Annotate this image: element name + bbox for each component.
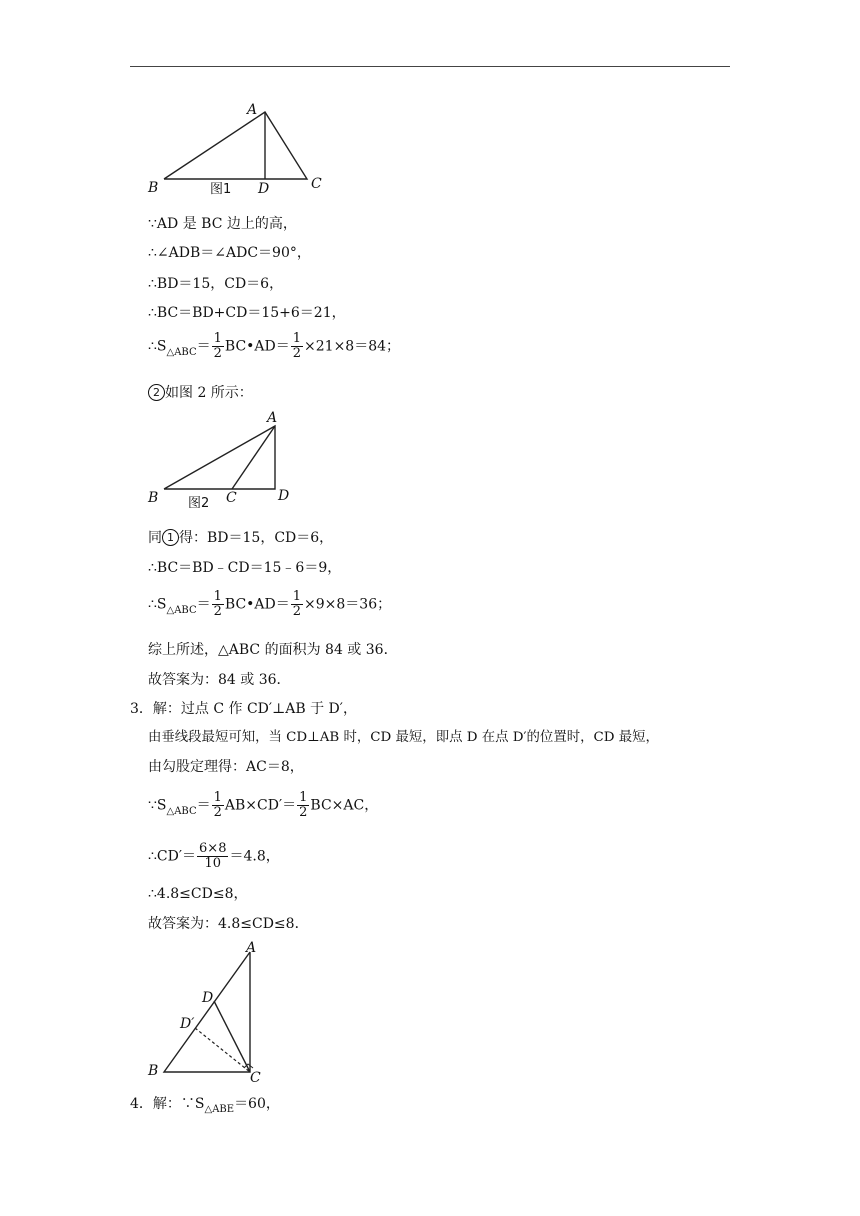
line-11: 故答案为：84 或 36． <box>148 672 291 688</box>
text: 同 <box>148 530 162 546</box>
text: ∴S <box>148 338 167 355</box>
line-14: 由勾股定理得：AC＝8， <box>148 759 304 775</box>
text: ＝ <box>196 338 211 355</box>
subscript: △ABE <box>204 1104 235 1115</box>
line-12: 3．解：过点 C 作 CD′⊥AB 于 D′， <box>130 701 357 717</box>
fraction-half: $\frac{1}{2}$ <box>292 589 302 619</box>
right-angle-mark <box>244 1064 253 1068</box>
fraction-cd: $\frac{6\times 8}{10}$ <box>199 841 227 871</box>
subscript: △ABC <box>166 805 197 817</box>
label-a: A <box>246 940 257 956</box>
text: ∴S <box>148 596 167 613</box>
segment-ac <box>232 426 275 489</box>
line-15 <box>148 791 378 820</box>
triangle-abd <box>164 426 275 489</box>
text: BC•AD＝ <box>224 596 290 613</box>
line-17: ∴4.8≤CD≤8， <box>148 886 248 902</box>
text: 4．解：∵S <box>130 1096 205 1112</box>
line-9 <box>148 590 391 619</box>
fraction-half: $\frac{1}{2}$ <box>299 790 308 820</box>
segment-cd-prime <box>195 1028 250 1072</box>
subscript: △ABC <box>166 346 197 358</box>
fraction-half: $\frac{1}{2}$ <box>213 331 222 361</box>
triangle-abc <box>164 952 250 1072</box>
line-2: ∴∠ADB＝∠ADC＝90°， <box>148 245 311 261</box>
figure-caption: 图2 <box>188 496 210 508</box>
line-10: 综上所述，△ABC 的面积为 84 或 36． <box>148 642 398 658</box>
text: ∵S <box>148 797 167 814</box>
text: 如图 2 所示： <box>165 385 253 401</box>
text: ×21×8＝84； <box>304 338 401 355</box>
line-4: ∴BC＝BD+CD＝15+6＝21， <box>148 305 346 321</box>
line-16 <box>148 842 280 871</box>
label-a: A <box>247 102 258 118</box>
line-3: ∴BD＝15，CD＝6， <box>148 276 284 292</box>
subscript: △ABC <box>166 604 197 616</box>
label-d: D <box>258 181 270 197</box>
line-19 <box>130 1094 280 1116</box>
label-b: B <box>148 490 159 506</box>
text: ＝ <box>196 596 211 613</box>
line-5 <box>148 332 400 361</box>
label-d-prime: D′ <box>180 1016 195 1032</box>
label-a: A <box>267 410 278 426</box>
circled-number: 2 <box>148 384 165 401</box>
figure-3 <box>140 938 270 1084</box>
text: 得：BD＝15，CD＝6， <box>179 530 334 546</box>
text: ×9×8＝36； <box>304 596 392 613</box>
triangle-abc <box>164 112 307 179</box>
figure-2 <box>140 408 310 508</box>
label-c: C <box>250 1070 261 1084</box>
label-c: C <box>311 176 322 192</box>
figure-caption: 图1 <box>210 182 232 197</box>
label-b: B <box>148 180 159 196</box>
line-7 <box>148 528 333 548</box>
label-d: D <box>278 488 290 504</box>
line-6 <box>148 383 253 403</box>
text: AB×CD′＝ <box>224 797 297 814</box>
text: ∴CD′＝ <box>148 848 197 865</box>
fraction-half: $\frac{1}{2}$ <box>292 331 302 361</box>
text: BC×AC， <box>310 797 379 814</box>
line-13: 由垂线段最短可知，当 CD⊥AB 时，CD 最短，即点 D 在点 D′的位置时，CD 最短， <box>148 730 659 745</box>
figure-1 <box>140 98 340 198</box>
text: BC•AD＝ <box>224 338 290 355</box>
text: ＝ <box>196 797 211 814</box>
header-rule <box>130 66 730 67</box>
line-1: ∵AD 是 BC 边上的高， <box>148 216 297 232</box>
label-c: C <box>226 490 237 506</box>
line-8: ∴BC＝BD﹣CD＝15﹣6＝9， <box>148 560 342 576</box>
fraction-half: $\frac{1}{2}$ <box>213 589 222 619</box>
circled-number: 1 <box>162 529 179 546</box>
fraction-half: $\frac{1}{2}$ <box>213 790 222 820</box>
line-18: 故答案为：4.8≤CD≤8． <box>148 916 309 932</box>
label-d: D <box>202 990 214 1006</box>
text: ＝60， <box>234 1096 280 1112</box>
label-b: B <box>148 1063 159 1079</box>
text: ＝4.8， <box>229 848 280 865</box>
segment-cd <box>214 1001 250 1072</box>
